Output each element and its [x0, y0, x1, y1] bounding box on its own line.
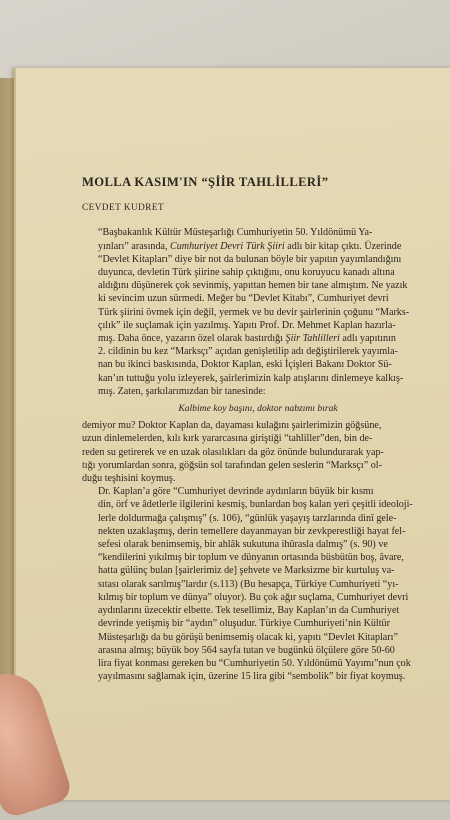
- paragraph-3: [82, 485, 434, 683]
- text-line: kılmış bir toplum ve dünya” oluyor). Bu çok ağır suçlama, Cumhuriyet devri: [98, 591, 409, 603]
- text-line: Müsteşarlığı da bu görüşü benimsemiş olacak ki, yapıtı “Devlet Kitapları”: [98, 631, 398, 643]
- text-line: mış. Zaten, şarkılarımızdan bir tanesinde:: [98, 385, 266, 397]
- text-line: aldığını düşünerek çok sevinmiş, yapıttan hemen bir tane almıştım. Ne yazık: [98, 280, 408, 292]
- text-line: kan’ın tuttuğu yolu izleyerek, şairlerimizin kalp atışlarını dinlemeye kalkış-: [98, 372, 404, 384]
- text-line: duyunca, devletin Türk şiirine sahip çıktığını, onu koruyucu kanadı altına: [98, 267, 395, 279]
- text-segment: mış. Daha önce, yazarın özel olarak bastırdığı: [98, 333, 286, 345]
- text-line: [82, 240, 434, 253]
- text-line: uzun dinlemelerden, kılı kırk yararcasına giriştiği “tahliller”den, bin de-: [82, 433, 373, 445]
- text-line: duğu teşhisini koymuş.: [82, 473, 176, 485]
- text-segment: yınları” arasında,: [98, 240, 171, 252]
- verse-quote: Kalbime koy başını, doktor nabzımı bırak: [178, 403, 338, 415]
- text-line: tığı yorumlardan sonra, göğsün sol tarafından gelen seslerin “Marksçı” ol-: [82, 459, 382, 471]
- article-title: MOLLA KASIM'IN “ŞİİR TAHLİLLERİ”: [82, 175, 329, 189]
- text-line: reden su getirerek ve en uzak olasılıkları da göz önünde bulundurarak yap-: [82, 446, 384, 458]
- text-line: “Başbakanlık Kültür Müsteşarlığı Cumhuriyetin 50. Yıldönümü Ya-: [98, 227, 373, 239]
- text-line: çılık” ile suçlamak için yazılmış. Yapıtı Prof. Dr. Mehmet Kaplan hazırla-: [98, 319, 396, 331]
- text-line: ki sevincim uzun sürmedi. Meğer bu “Devlet Kitabı”, Cumhuriyet devri: [98, 293, 389, 305]
- paragraph-2: [82, 419, 434, 485]
- text-line: aydınlarını üzecektir elbette. Tek tesellimiz, Bay Kaplan’ın da Cumhuriyet: [98, 605, 400, 617]
- text-line: Dr. Kaplan’a göre “Cumhuriyet devrinde aydınların büyük bir kısmı: [98, 486, 374, 498]
- text-line: “kendilerini yıkılmış bir toplum ve dünyanın ortasında büsbütün boş, âvare,: [98, 552, 404, 564]
- text-line: Türk şiirini övmek için değil, yermek ve bu devir şairlerinin çoğunu “Marks-: [98, 306, 410, 318]
- text-line: lerle doldurmağa çalışmış” (s. 106), “günlük yaşayış tarzlarında dinî gele-: [98, 512, 397, 524]
- book-title-italic: Şiir Tahlilleri: [285, 333, 340, 345]
- text-line: hatta gülünç bulan [şairlerimiz de] şehvete ve Marksizme bir kurtuluş va-: [98, 565, 395, 577]
- text-line: “Devlet Kitapları” diye bir not da bulunan böyle bir yapıtın yayımlandığını: [98, 253, 402, 265]
- text-line: nan bu ikinci baskısında, Doktor Kaplan, eski İçişleri Bakanı Doktor Sü-: [98, 359, 392, 371]
- text-line: nekten uzaklaşmış, derin temellere dayanmayan bir zevkperestliği hayat fel-: [98, 525, 406, 537]
- text-segment: adlı bir kitap çıktı. Üzerinde: [284, 240, 402, 252]
- text-line: devrinde yetişmiş bir “aydın” oluşudur. Türkiye Cumhuriyeti’nin Kültür: [98, 618, 390, 630]
- text-line: din, örf ve âdetlerle ilgilerini kesmiş, bunlardan boş kalan yeri çeşitli ideoloji-: [98, 499, 413, 511]
- text-line: [82, 332, 434, 345]
- text-line: sefesi olarak benimsemiş, bir ahlâk sukutuna ihûrasla dalmış” (s. 90) ve: [98, 539, 388, 551]
- text-line: yayılmasını sağlamak için, üzerine 15 lira gibi “sembolik” bir fiyat koymuş.: [98, 671, 406, 683]
- text-line: 2. cildinin bu kez “Marksçı” açıdan genişletilip adı değiştirilerek yayımla-: [98, 346, 398, 358]
- article: [82, 176, 434, 683]
- paragraph-1: [82, 226, 434, 398]
- book-title-italic: Cumhuriyet Devri Türk Şiiri: [170, 240, 285, 252]
- text-line: lira fiyat konması gereken bu “Cumhuriyetin 50. Yıldönümü Yayımı”nun çok: [98, 657, 411, 669]
- text-line: demiyor mu? Doktor Kaplan da, dayaması kulağını şairlerimizin göğsüne,: [82, 420, 382, 432]
- text-segment: adlı yapıtının: [339, 333, 396, 345]
- text-line: arasına almış; büyük boy 564 sayfa tutan ve bugünkü ölçülere göre 50-60: [98, 644, 395, 656]
- article-author: CEVDET KUDRET: [82, 202, 165, 213]
- text-line: sıtası olarak sarılmış”lardır (s.113) (Bu hesapça, Türkiye Cumhuriyeti “yı-: [98, 578, 399, 590]
